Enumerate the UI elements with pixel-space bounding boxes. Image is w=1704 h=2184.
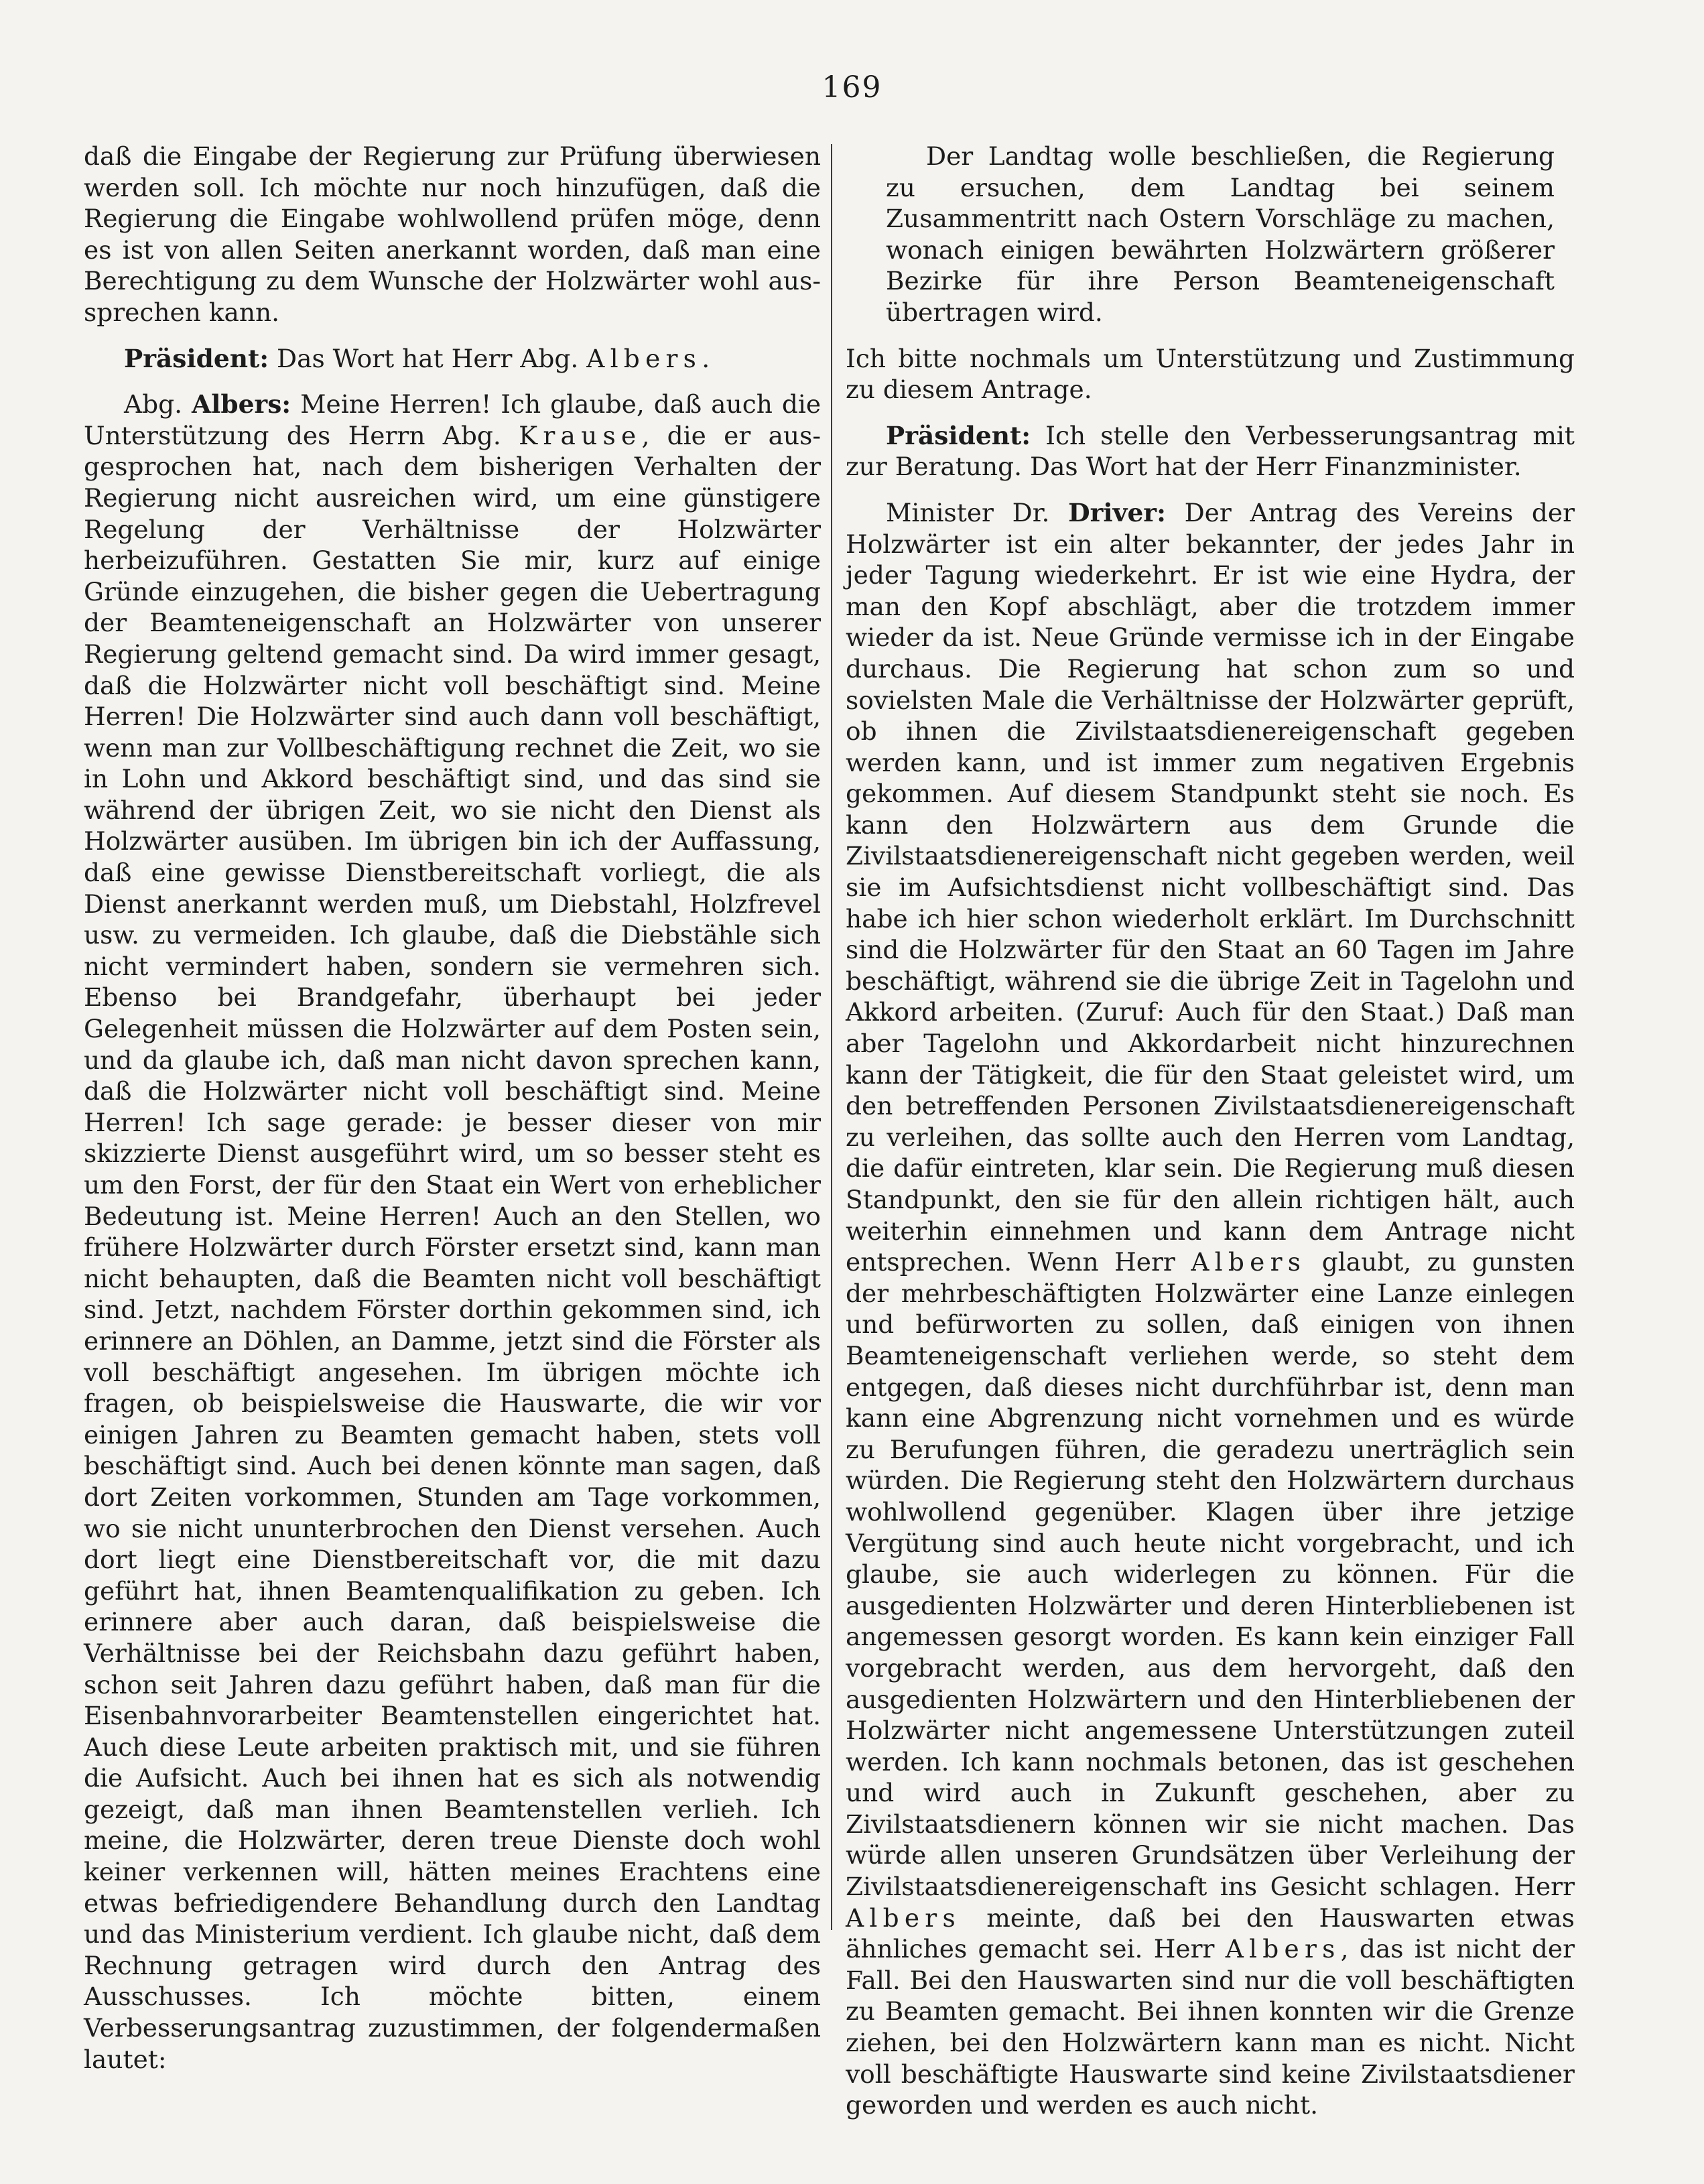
- speaker-label: Präsident:: [124, 343, 269, 373]
- paragraph-text: Ich stelle den Verbesserungsantrag mit zur Beratung. Das Wort hat der Herr Finanzminister.: [846, 420, 1575, 482]
- speaker-prefix: Abg.: [124, 389, 183, 420]
- paragraph-text: glaubt, zu gunsten der mehrbeschäftigten Holzwärter eine Lanze einlegen und befürworten zu sollen, daß einigen von ihnen Beamteneigenschaft verliehen werde, so steht dem entgegen, daß dieses nicht durchführbar ist, denn man kann eine Abgrenzung nicht vornehmen und es würde zu Berufungen führen, die geradezu unerträglich sein würden. Die Regierung steht den Holzwärtern durchaus wohlwollend gegenüber. Klagen über ihre jetzige Vergütung sind auch heute nicht vorgebracht, und ich glaube, sie auch widerlegen zu können. Für die ausgedienten Holzwärter und deren Hinterbliebenen ist angemessen gesorgt worden. Es kann kein einziger Fall vorgebracht werden, aus dem hervorgeht, daß den ausgedienten Holzwärtern und den Hinterbliebenen der Holzwärter nicht angemessene Unterstützungen zuteil werden. Ich kann nochmals betonen, das ist geschehen und wird auch in Zukunft geschehen, aber zu Zivilstaatsdienern können wir sie nicht machen. Das würde allen unseren Grundsätzen über Verleihung der Zivilstaatsdienereigenschaft ins Gesicht schlagen. Herr: [846, 1247, 1575, 1902]
- paragraph-text: Das Wort hat Herr Abg.: [277, 343, 579, 373]
- speaker-name: Albers: [586, 343, 702, 373]
- paragraph-text: , das ist nicht der Fall. Bei den Hauswarten sind nur die voll beschäftigten zu Beamten gemacht. Bei ihnen konnten wir die Grenze ziehen, bei den Holzwärtern kann man es nicht. Nicht voll beschäftigte Hauswarte sind keine Zivilstaatsdiener geworden und werden es auch nicht.: [846, 1934, 1575, 2120]
- speaker-prefix: Minister Dr.: [886, 497, 1050, 527]
- paragraph-text: meinte, daß bei den Hauswarten etwas ähnliches gemacht sei. Herr: [846, 1903, 1575, 1964]
- speaker-label: Präsident:: [886, 420, 1031, 450]
- right-column: [846, 141, 1575, 2120]
- paragraph-continuation: daß die Eingabe der Regierung zur Prüfung überwiesen werden soll. Ich möchte nur noch hinzufügen, daß die Regierung die Eingabe wohlwollend prüfen möge, denn es ist von allen Seiten anerkannt worden, daß man eine Berechtigung zu dem Wunsche der Holzwärter wohl aussprechen kann.: [84, 141, 821, 327]
- motion-text: Der Landtag wolle beschließen, die Regierung zu ersuchen, dem Landtag bei seinem Zusammentritt nach Ostern Vorschläge zu machen, wonach einigen bewährten Holzwärtern größerer Bezirke für ihre Person Beamteneigenschaft übertragen wird.: [886, 141, 1555, 327]
- column-divider: [831, 144, 832, 1930]
- speaker-name: Albers: [846, 1903, 961, 1933]
- speaker-name: Krause: [519, 420, 642, 450]
- paragraph-text: .: [702, 343, 710, 373]
- speaker-label: Driver:: [1068, 497, 1166, 527]
- speaker-name: Albers: [1191, 1247, 1307, 1277]
- paragraph-president: [84, 343, 821, 375]
- paragraph-albers-speech: [84, 389, 821, 2075]
- left-column: [84, 141, 822, 2074]
- speaker-label: Albers:: [192, 389, 291, 420]
- paragraph-text: Der Antrag des Vereins der Holzwärter ist ein alter bekannter, der jedes Jahr in jeder Tagung wiederkehrt. Er ist wie eine Hydra, der man den Kopf abschlägt, aber die trotzdem immer wieder da ist. Neue Gründe vermisse ich in der Eingabe durchaus. Die Regierung hat schon zum so und sovielsten Male die Verhältnisse der Holzwärter geprüft, ob ihnen die Zivilstaatsdienereigenschaft gegeben werden kann, und ist immer zum negativen Ergebnis gekommen. Auf diesem Standpunkt steht sie noch. Es kann den Holzwärtern aus dem Grunde die Zivilstaatsdienereigenschaft nicht gegeben werden, weil sie im Aufsichtsdienst nicht vollbeschäftigt sind. Das habe ich hier schon wiederholt erklärt. Im Durchschnitt sind die Holzwärter für den Staat an 60 Tagen im Jahre beschäftigt, während sie die übrige Zeit in Tagelohn und Akkord arbeiten. (Zuruf: Auch für den Staat.) Daß man aber Tagelohn und Akkordarbeit nicht hinzurechnen kann der Tätigkeit, die für den Staat geleistet wird, um den betreffenden Personen Zivilstaatsdienereigenschaft zu verleihen, das sollte auch den Herren vom Landtag, die dafür eintreten, klar sein. Die Regierung muß diesen Standpunkt, den sie für den allein richtigen hält, auch weiterhin einnehmen und kann dem Antrage nicht entsprechen. Wenn Herr: [846, 497, 1575, 1277]
- paragraph-text: Meine Herren! Ich glaube, daß auch die Unterstützung des Herrn Abg.: [84, 389, 822, 450]
- paragraph-request: Ich bitte nochmals um Unterstützung und Zustimmung zu diesem Antrage.: [846, 343, 1575, 405]
- paragraph-president: [846, 420, 1575, 483]
- page-number: 169: [822, 70, 882, 105]
- paragraph-text: , die er ausgesprochen hat, nach dem bisherigen Verhalten der Regierung nicht ausreichen wird, um eine günstigere Regelung der Verhältnisse der Holzwärter herbeizuführen. Gestatten Sie mir, kurz auf einige Gründe einzugehen, die bisher gegen die Uebertragung der Beamteneigenschaft an Holzwärter von unserer Regierung geltend gemacht sind. Da wird immer gesagt, daß die Holzwärter nicht voll beschäftigt sind. Meine Herren! Die Holzwärter sind auch dann voll beschäftigt, wenn man zur Vollbeschäftigung rechnet die Zeit, wo sie in Lohn und Akkord beschäftigt sind, und das sind sie während der übrigen Zeit, wo sie nicht den Dienst als Holzwärter ausüben. Im übrigen bin ich der Auffassung, daß eine gewisse Dienstbereitschaft vorliegt, die als Dienst anerkannt werden muß, um Diebstahl, Holzfrevel usw. zu vermeiden. Ich glaube, daß die Diebstähle sich nicht vermindert haben, sondern sie vermehren sich. Ebenso bei Brandgefahr, überhaupt bei jeder Gelegenheit müssen die Holzwärter auf dem Posten sein, und da glaube ich, daß man nicht davon sprechen kann, daß die Holzwärter nicht voll beschäftigt sind. Meine Herren! Ich sage gerade: je besser dieser von mir skizzierte Dienst ausgeführt wird, um so besser steht es um den Forst, der für den Staat ein Wert von erheblicher Bedeutung ist. Meine Herren! Auch an den Stellen, wo frühere Holzwärter durch Förster ersetzt sind, kann man nicht behaupten, daß die Beamten nicht voll beschäftigt sind. Jetzt, nachdem Förster dorthin gekommen sind, ich erinnere an Döhlen, an Damme, jetzt sind die Förster als voll beschäftigt angesehen. Im übrigen möchte ich fragen, ob beispielsweise die Hauswarte, die wir vor einigen Jahren zu Beamten gemacht haben, stets voll beschäftigt sind. Auch bei denen könnte man sagen, daß dort Zeiten vorkommen, Stunden am Tage vorkommen, wo sie nicht ununterbrochen den Dienst versehen. Auch dort liegt eine Dienstbereitschaft vor, die mit dazu geführt hat, ihnen Beamtenqualifikation zu geben. Ich erinnere aber auch daran, daß beispielsweise die Verhältnisse bei der Reichsbahn dazu geführt haben, schon seit Jahren dazu geführt haben, daß man für die Eisenbahnvorarbeiter Beamtenstellen eingerichtet hat. Auch diese Leute arbeiten praktisch mit, und sie führen die Aufsicht. Auch bei ihnen hat es sich als notwendig gezeigt, daß man ihnen Beamtenstellen verlieh. Ich meine, die Holzwärter, deren treue Dienste doch wohl keiner verkennen will, hätten meines Erachtens eine etwas befriedigendere Behandlung durch den Landtag und das Ministerium verdient. Ich glaube nicht, daß dem Rechnung getragen wird durch den Antrag des Ausschusses. Ich möchte bitten, einem Verbesserungsantrag zuzustimmen, der folgendermaßen lautet:: [84, 420, 821, 2074]
- paragraph-minister-speech: [846, 497, 1575, 2121]
- speaker-name: Albers: [1225, 1934, 1341, 1964]
